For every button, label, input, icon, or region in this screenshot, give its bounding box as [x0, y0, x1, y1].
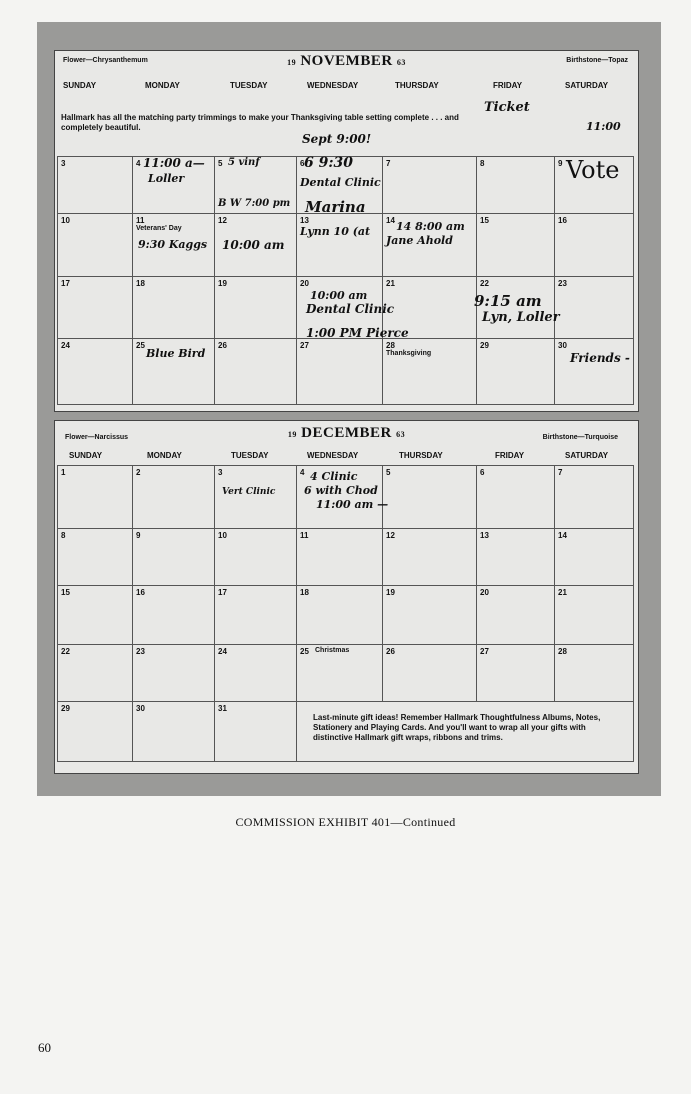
day-header-tuesday: TUESDAY [230, 81, 268, 90]
day-number: 1 [61, 468, 66, 477]
day-number: 26 [386, 647, 395, 656]
day-number: 21 [558, 588, 567, 597]
day-cell [297, 339, 383, 405]
day-number: 9 [136, 531, 141, 540]
day-number: 3 [218, 468, 223, 477]
handwritten-note: 9:30 Kaggs [138, 238, 208, 251]
day-cell [215, 586, 297, 645]
handwritten-note: Ticket [484, 100, 530, 115]
day-number: 19 [218, 279, 227, 288]
handwritten-note: 11:00 a— [143, 156, 205, 170]
handwritten-note: Dental Clinic [306, 302, 395, 316]
day-header-wednesday: WEDNESDAY [307, 451, 359, 460]
day-number: 24 [218, 647, 227, 656]
day-number: 31 [218, 704, 227, 713]
day-number: 20 [480, 588, 489, 597]
day-number: 16 [136, 588, 145, 597]
day-number: 15 [61, 588, 70, 597]
day-cell [383, 339, 477, 405]
day-header-thursday: THURSDAY [395, 81, 439, 90]
day-number: 12 [218, 216, 227, 225]
day-number: 27 [480, 647, 489, 656]
day-cell [477, 156, 555, 214]
day-number: 16 [558, 216, 567, 225]
day-header-wednesday: WEDNESDAY [307, 81, 359, 90]
day-header-friday: FRIDAY [493, 81, 523, 90]
day-number: 5 [386, 468, 391, 477]
day-header-friday: FRIDAY [495, 451, 525, 460]
day-number: 30 [558, 341, 567, 350]
holiday-label: Veterans' Day [136, 225, 182, 232]
page-number: 60 [38, 1040, 51, 1055]
day-cell [215, 277, 297, 339]
day-cell [383, 156, 477, 214]
november-title: 19 NOVEMBER 63 [287, 53, 406, 69]
day-number: 22 [61, 647, 70, 656]
handwritten-note: 14 8:00 am [396, 220, 465, 233]
day-number: 17 [61, 279, 70, 288]
handwritten-note: Loller [148, 172, 185, 185]
december-birthstone: Birthstone—Turquoise [542, 434, 618, 441]
day-cell [555, 586, 634, 645]
day-number: 25 [136, 341, 145, 350]
day-number: 20 [300, 279, 309, 288]
day-cell [555, 465, 634, 529]
handwritten-note: Jane Ahold [386, 234, 453, 247]
handwritten-note: 6 with Chod [304, 484, 378, 497]
day-number: 10 [218, 531, 227, 540]
handwritten-note: 10:00 am [222, 238, 285, 252]
day-cell [215, 339, 297, 405]
handwritten-note: 6 9:30 [304, 155, 354, 171]
day-cell [133, 645, 215, 702]
handwritten-vote: Vote [566, 156, 620, 184]
day-cell [133, 277, 215, 339]
day-cell [555, 277, 634, 339]
day-number: 17 [218, 588, 227, 597]
day-number: 10 [61, 216, 70, 225]
day-number: 18 [136, 279, 145, 288]
day-header-saturday: SATURDAY [565, 451, 609, 460]
handwritten-note: Sept 9:00! [302, 132, 372, 146]
day-header-thursday: THURSDAY [399, 451, 443, 460]
day-cell [477, 465, 555, 529]
day-cell [477, 529, 555, 586]
handwritten-note: B W 7:00 pm [218, 198, 291, 209]
day-cell [383, 586, 477, 645]
handwritten-note: 11:00 [586, 120, 621, 133]
handwritten-note: 9:15 am [474, 292, 542, 310]
handwritten-note: 1:00 PM Pierce [306, 326, 409, 340]
november-flower: Flower—Chrysanthemum [63, 57, 148, 64]
day-number: 14 [558, 531, 567, 540]
handwritten-note: Marina [305, 198, 366, 216]
day-number: 23 [558, 279, 567, 288]
day-cell [57, 586, 133, 645]
handwritten-note: Lynn 10 (at [300, 225, 371, 238]
november-birthstone: Birthstone—Topaz [566, 57, 628, 64]
day-header-tuesday: TUESDAY [231, 451, 269, 460]
day-number: 27 [300, 341, 309, 350]
day-number: 4 [300, 468, 305, 477]
handwritten-note: Lyn, Loller [482, 310, 560, 325]
day-cell [57, 277, 133, 339]
day-number: 8 [61, 531, 66, 540]
day-number: 7 [558, 468, 563, 477]
day-cell [477, 586, 555, 645]
day-cell [297, 645, 383, 702]
day-number: 11 [136, 216, 145, 225]
day-number: 9 [558, 159, 563, 168]
handwritten-note: Blue Bird [146, 347, 206, 360]
day-cell [555, 214, 634, 277]
day-number: 11 [300, 531, 309, 540]
handwritten-note: Dental Clinic [300, 176, 381, 189]
day-header-monday: MONDAY [145, 81, 180, 90]
day-number: 28 [558, 647, 567, 656]
day-number: 7 [386, 159, 391, 168]
day-number: 3 [61, 159, 66, 168]
december-title: 19 DECEMBER 63 [287, 425, 406, 441]
day-number: 22 [480, 279, 489, 288]
november-promo: Hallmark has all the matching party trimmings to make your Thanksgiving table setting complete . . . and completely beautiful. [61, 113, 459, 132]
day-cell [57, 465, 133, 529]
day-cell [383, 645, 477, 702]
day-number: 29 [480, 341, 489, 350]
day-number: 13 [480, 531, 489, 540]
day-number: 28 [386, 341, 395, 350]
day-cell [297, 214, 383, 277]
day-cell [133, 529, 215, 586]
day-cell [555, 339, 634, 405]
day-cell [297, 586, 383, 645]
day-number: 6 [300, 159, 305, 168]
day-number: 14 [386, 216, 395, 225]
december-flower: Flower—Narcissus [65, 434, 129, 441]
day-cell [477, 645, 555, 702]
day-number: 18 [300, 588, 309, 597]
handwritten-note: 11:00 am — [316, 498, 389, 511]
day-number: 26 [218, 341, 227, 350]
day-cell [477, 214, 555, 277]
december-footer: Last-minute gift ideas! Remember Hallmark Thoughtfulness Albums, Notes, Stationery and Playing Cards. And you'll want to wrap all your gifts with distinctive Hallmark gift wraps, ribbons and trims. [313, 713, 601, 742]
day-cell [215, 702, 297, 762]
day-cell [57, 214, 133, 277]
day-header-saturday: SATURDAY [565, 81, 609, 90]
day-cell [57, 529, 133, 586]
day-cell [215, 465, 297, 529]
day-cell [383, 465, 477, 529]
handwritten-note: 10:00 am [310, 289, 368, 302]
day-cell [57, 339, 133, 405]
day-number: 30 [136, 704, 145, 713]
day-number: 19 [386, 588, 395, 597]
exhibit-caption: COMMISSION EXHIBIT 401—Continued [235, 815, 456, 829]
day-cell [477, 339, 555, 405]
day-number: 8 [480, 159, 485, 168]
day-header-sunday: SUNDAY [69, 451, 103, 460]
day-number: 13 [300, 216, 309, 225]
day-number: 15 [480, 216, 489, 225]
day-number: 23 [136, 647, 145, 656]
day-cell [133, 702, 215, 762]
holiday-label: Thanksgiving [386, 350, 432, 357]
handwritten-note: 4 Clinic [310, 470, 358, 483]
day-cell [133, 586, 215, 645]
day-number: 29 [61, 704, 70, 713]
day-cell [57, 645, 133, 702]
day-number: 5 [218, 159, 223, 168]
day-cell [57, 702, 133, 762]
day-number: 6 [480, 468, 485, 477]
handwritten-note: Vert Clinic [222, 487, 276, 497]
day-number: 4 [136, 159, 141, 168]
handwritten-note: Friends - [570, 351, 630, 365]
day-cell [215, 645, 297, 702]
day-number: 2 [136, 468, 141, 477]
day-number: 25 [300, 647, 309, 656]
day-header-sunday: SUNDAY [63, 81, 97, 90]
handwritten-note: 5 vinf [228, 157, 260, 168]
day-number: 12 [386, 531, 395, 540]
day-cell [133, 465, 215, 529]
day-cell [215, 529, 297, 586]
day-cell [555, 645, 634, 702]
day-cell [383, 529, 477, 586]
day-number: 21 [386, 279, 395, 288]
day-cell [555, 529, 634, 586]
day-header-monday: MONDAY [147, 451, 182, 460]
day-cell [297, 529, 383, 586]
day-number: 24 [61, 341, 70, 350]
day-cell [57, 156, 133, 214]
holiday-label: Christmas [315, 647, 350, 654]
